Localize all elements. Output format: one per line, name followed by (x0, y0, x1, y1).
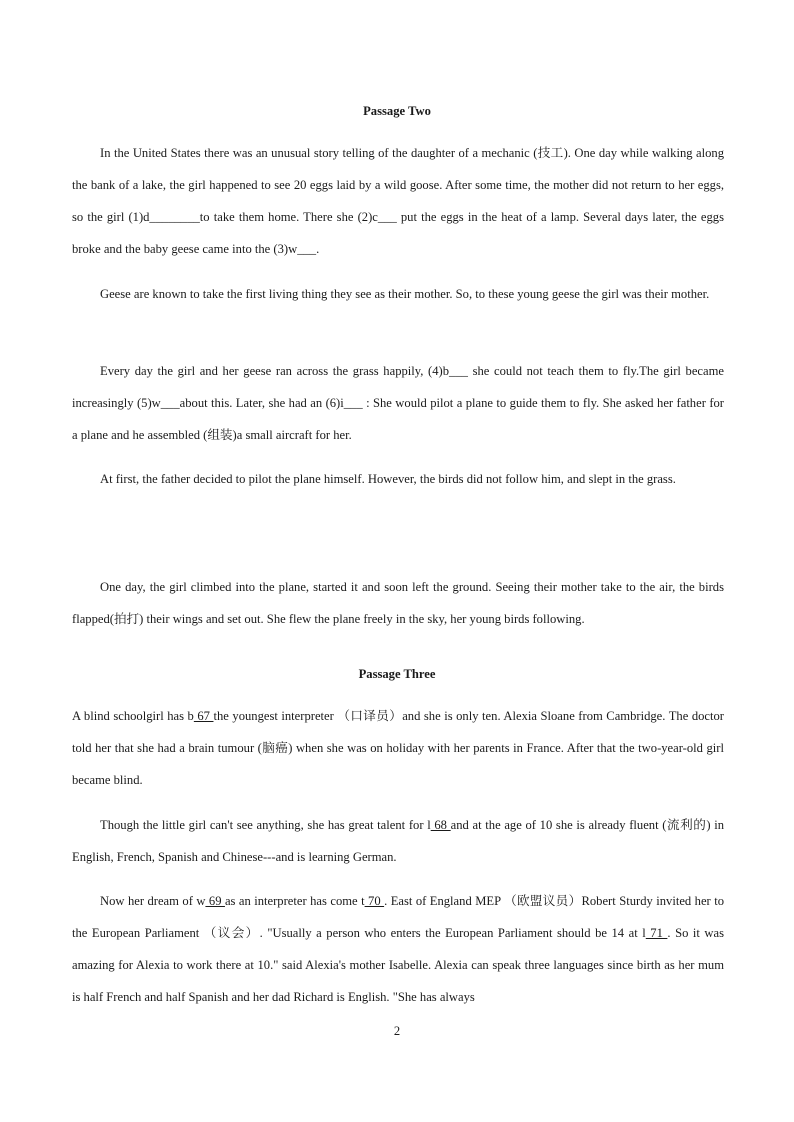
blank-68: 68 (430, 818, 451, 832)
text-segment: Though the little girl can't see anything, she has great talent for l (100, 818, 431, 832)
passage-three-paragraph-3 (72, 885, 724, 1013)
passage-two-paragraph-4: At first, the father decided to pilot the plane himself. However, the birds did not follow him, and slept in the grass. (100, 472, 676, 486)
text-segment: and at the age of 10 she is already fluent (流利的) in English, French, Spanish and Chinese---and is learning German. (72, 818, 725, 864)
text-segment: Now her dream of w (100, 894, 206, 908)
text-segment: the youngest interpreter （口译员）and she is only ten. Alexia Sloane from Cambridge. The doctor told her that she had a brain tumour (脑癌) when she was on holiday with her parents in France. After that the two-year-old girl became blind. (72, 709, 724, 787)
text-segment: A blind schoolgirl has b (72, 709, 194, 723)
blank-71: 71 (645, 926, 668, 940)
page-number: 2 (393, 1024, 401, 1038)
passage-two-title: Passage Two (363, 104, 431, 118)
blank-69: 69 (205, 894, 225, 908)
blank-67: 67 (193, 709, 214, 723)
text-segment: as an interpreter has come t (224, 894, 365, 908)
passage-two-paragraph-5: One day, the girl climbed into the plane, started it and soon left the ground. Seeing their mother take to the air, the birds flapped(拍打) their wings and set out. She flew the plane freely in the sky, her young birds following. (72, 580, 724, 626)
passage-two-paragraph-3: Every day the girl and her geese ran across the grass happily, (4)b___ she could not teach them to fly.The girl became increasingly (5)w___about this. Later, she had an (6)i___ : She would pilot a plane to guide them to fly. She asked her father for a plane and he assembled (组装)a small aircraft for her. (72, 364, 724, 442)
passage-three-paragraph-2 (72, 809, 724, 873)
passage-two-paragraph-1: In the United States there was an unusual story telling of the daughter of a mechanic (技工). One day while walking along the bank of a lake, the girl happened to see 20 eggs laid by a wild goose. After some time, the mother did not return to her eggs, so the girl (1)d________to take them home. There she (2)c___ put the eggs in the heat of a lamp. Several days later, the eggs broke and the baby geese came into the (3)w___. (72, 146, 724, 256)
text-segment: . East of England MEP （欧盟议员）Robert Sturdy invited her to the European Parliament （议会）. "Usually a person who enters the European Parliament should be 14 at l (72, 894, 724, 940)
passage-three-title: Passage Three (358, 667, 436, 681)
passage-three-paragraph-1 (72, 700, 724, 796)
text-segment: . So it was amazing for Alexia to work there at 10." said Alexia's mother Isabelle. Alexia can speak three languages since birth as her mum is half French and half Spanish and her dad Richard is English. "She has always (72, 926, 725, 1004)
passage-two-paragraph-2: Geese are known to take the first living thing they see as their mother. So, to these young geese the girl was their mother. (100, 287, 710, 301)
blank-70: 70 (364, 894, 385, 908)
